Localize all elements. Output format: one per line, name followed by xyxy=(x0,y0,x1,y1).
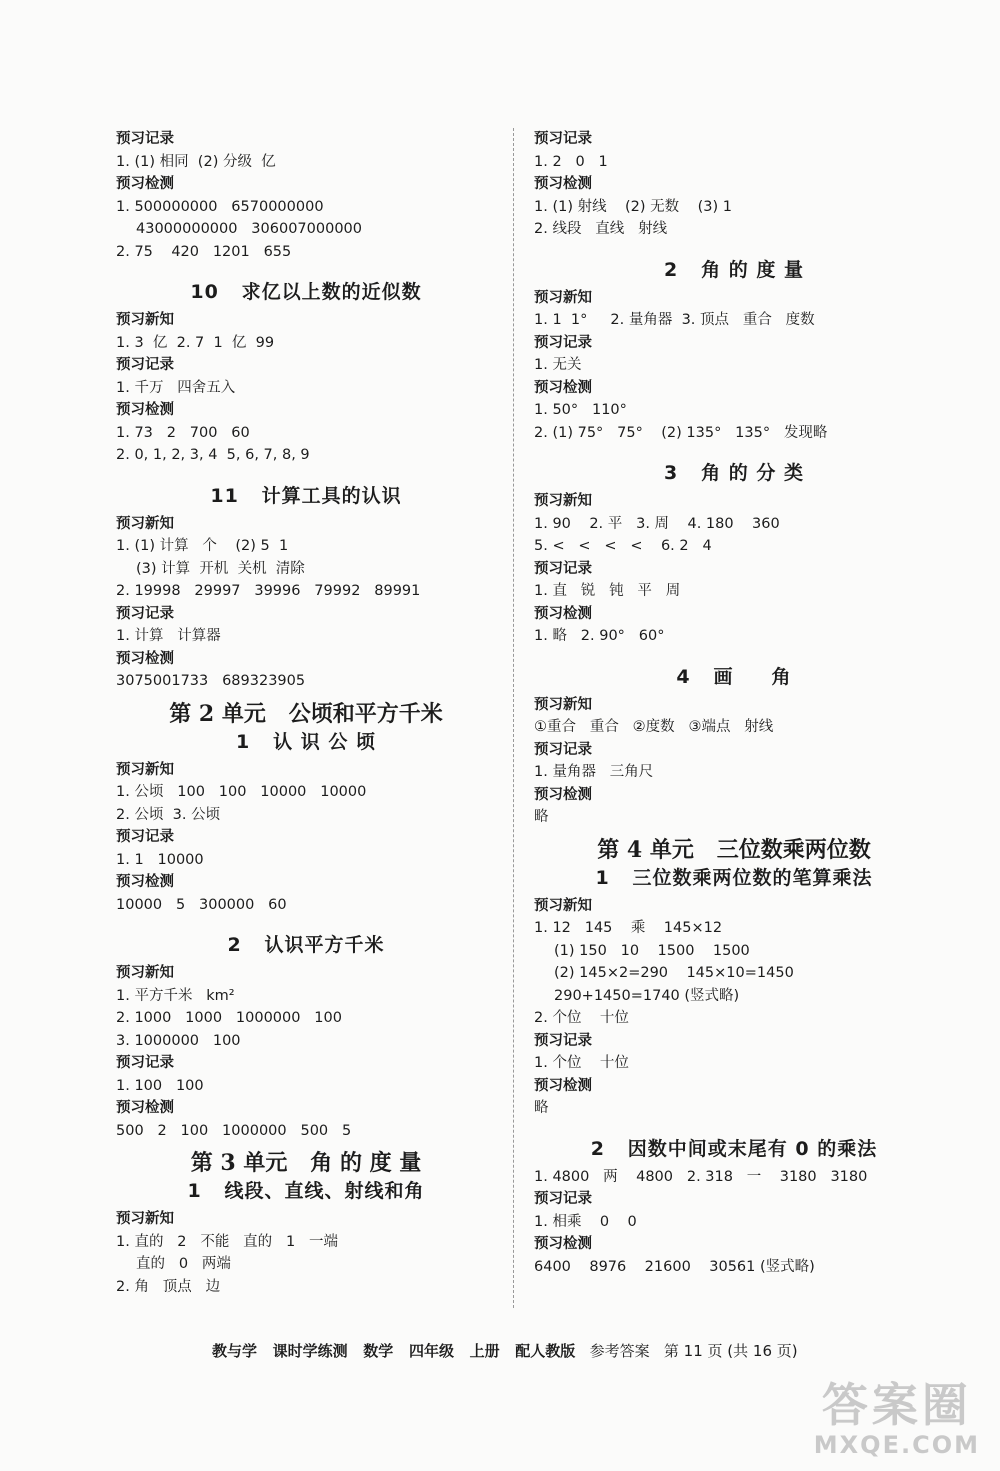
section-label: 预习新知 xyxy=(116,761,174,778)
lesson-title: 11 计算工具的认识 xyxy=(210,484,402,507)
answer-line: 1. 73 2 700 60 xyxy=(116,424,250,441)
section-label: 预习检测 xyxy=(534,1236,592,1252)
lesson-title: 2 认识平方千米 xyxy=(227,934,385,956)
answer-line: 2. 个位 十位 xyxy=(534,1010,629,1026)
answer-line: 1. 100 100 xyxy=(116,1077,204,1094)
footer-page-info: 参考答案 第 11 页 (共 16 页) xyxy=(575,1342,798,1360)
answer-line: 1. 个位 十位 xyxy=(534,1055,629,1071)
answer-line: 1. (1) 计算 个 (2) 5 1 xyxy=(116,538,289,554)
lesson-title: 2 角 的 度 量 xyxy=(664,258,804,281)
answer-line: 1. 计算 计算器 xyxy=(116,628,221,644)
section-label: 预习新知 xyxy=(116,312,174,328)
unit-title: 第 2 单元 公顷和平方千米 xyxy=(169,700,443,727)
unit-title: 第 3 单元 角 的 度 量 xyxy=(190,1150,422,1176)
column-divider xyxy=(513,128,514,1308)
section-label: 预习记录 xyxy=(116,357,174,373)
section-label: 预习检测 xyxy=(116,1100,174,1116)
watermark xyxy=(814,1379,980,1459)
answer-line: 2. 线段 直线 射线 xyxy=(534,221,668,237)
answer-line: 2. 0, 1, 2, 3, 4 5, 6, 7, 8, 9 xyxy=(116,447,310,463)
lesson-title: 1 线段、直线、射线和角 xyxy=(187,1180,425,1202)
lesson-title: 1 认 识 公 顷 xyxy=(236,730,376,753)
section-label: 预习记录 xyxy=(116,605,174,622)
section-label: 预习检测 xyxy=(116,650,174,667)
lesson-title: 3 角 的 分 类 xyxy=(664,462,804,484)
answer-line: 1. 90 2. 平 3. 周 4. 180 360 xyxy=(534,515,780,532)
section-label: 预习新知 xyxy=(534,289,592,306)
answer-line: 1. 平方千米 km² xyxy=(116,987,235,1004)
answer-line-indented: (2) 145×2=290 145×10=1450 xyxy=(554,965,794,981)
answer-line-indented: 290+1450=1740 (竖式略) xyxy=(554,987,740,1004)
answer-line: 3. 1000000 100 xyxy=(116,1032,241,1049)
answer-line-indented: (3) 计算 开机 关机 清除 xyxy=(136,560,305,577)
answer-line: 1. (1) 射线 (2) 无数 (3) 1 xyxy=(534,198,732,215)
answer-line: 1. 12 145 乘 145×12 xyxy=(534,920,723,936)
answer-line: 1. 2 0 1 xyxy=(534,153,608,170)
answer-line: 1. 相乘 0 0 xyxy=(534,1213,637,1230)
answer-line: 6400 8976 21600 30561 (竖式略) xyxy=(534,1258,815,1275)
watermark-logo-text: 答案圈 xyxy=(821,1378,972,1432)
answer-line: 1. 略 2. 90° 60° xyxy=(534,628,665,644)
answer-line: 1. 1 10000 xyxy=(116,851,204,868)
answer-line: 2. 19998 29997 39996 79992 89991 xyxy=(116,583,421,599)
unit-title: 第 4 单元 三位数乘两位数 xyxy=(597,836,871,863)
section-label: 预习记录 xyxy=(116,1055,174,1071)
lesson-title: 2 因数中间或末尾有 0 的乘法 xyxy=(590,1137,878,1160)
answer-line: 略 xyxy=(534,809,549,825)
answer-line: 1. (1) 相同 (2) 分级 亿 xyxy=(116,153,276,170)
section-label: 预习新知 xyxy=(534,696,592,713)
answer-line: 10000 5 300000 60 xyxy=(116,896,287,913)
section-label: 预习记录 xyxy=(534,334,592,351)
answer-line: 1. 无关 xyxy=(534,357,582,373)
section-label: 预习新知 xyxy=(116,515,174,532)
section-label: 预习记录 xyxy=(116,131,174,147)
watermark-url: MXQE.COM xyxy=(813,1431,980,1459)
answer-line: 2. 75 420 1201 655 xyxy=(116,243,292,260)
answer-line-indented: 直的 0 两端 xyxy=(136,1256,231,1272)
answer-line: 1. 千万 四舍五入 xyxy=(116,379,236,396)
answer-line: 5. < < < < 6. 2 4 xyxy=(534,538,712,554)
answer-line: 1. 直 锐 钝 平 周 xyxy=(534,583,681,599)
section-label: 预习检测 xyxy=(116,176,174,192)
page-footer xyxy=(0,1322,1000,1361)
section-label: 预习检测 xyxy=(534,1077,592,1094)
answer-line: 1. 500000000 6570000000 xyxy=(116,198,324,215)
answer-line: 2. 1000 1000 1000000 100 xyxy=(116,1010,342,1026)
section-label: 预习记录 xyxy=(534,1032,592,1049)
answer-line: 2. (1) 75° 75° (2) 135° 135° 发现略 xyxy=(534,424,828,441)
answer-line: 1. 公顷 100 100 10000 10000 xyxy=(116,784,367,800)
answer-line: 略 xyxy=(534,1100,549,1116)
section-label: 预习新知 xyxy=(116,965,174,981)
answer-line: ①重合 重合 ②度数 ③端点 射线 xyxy=(534,719,774,735)
section-label: 预习记录 xyxy=(534,560,592,577)
left-column xyxy=(116,128,496,1298)
right-column xyxy=(534,128,934,1278)
section-label: 预习新知 xyxy=(534,897,592,914)
answer-line: 2. 角 顶点 边 xyxy=(116,1278,221,1295)
answer-line: 1. 量角器 三角尺 xyxy=(534,764,654,780)
lesson-title: 1 三位数乘两位数的笔算乘法 xyxy=(595,866,873,889)
section-label: 预习检测 xyxy=(534,176,592,192)
section-label: 预习检测 xyxy=(534,379,592,396)
lesson-title: 10 求亿以上数的近似数 xyxy=(190,281,422,303)
answer-line-indented: 43000000000 306007000000 xyxy=(136,221,363,237)
footer-book-title: 教与学 课时学练测 数学 四年级 上册 配人教版 xyxy=(211,1342,576,1360)
section-label: 预习检测 xyxy=(116,402,174,418)
section-label: 预习检测 xyxy=(534,605,592,622)
answer-line: 1. 3 亿 2. 7 1 亿 99 xyxy=(116,334,275,351)
section-label: 预习检测 xyxy=(116,874,174,890)
answer-line: 500 2 100 1000000 500 5 xyxy=(116,1122,352,1139)
section-label: 预习记录 xyxy=(534,131,592,147)
answer-line: 1. 50° 110° xyxy=(534,402,627,418)
answer-line: 1. 直的 2 不能 直的 1 一端 xyxy=(116,1233,339,1250)
lesson-title: 4 画 角 xyxy=(676,665,792,688)
section-label: 预习新知 xyxy=(534,493,592,509)
answer-line: 1. 1 1° 2. 量角器 3. 顶点 重合 度数 xyxy=(534,312,815,328)
section-label: 预习记录 xyxy=(116,829,174,845)
section-label: 预习记录 xyxy=(534,741,592,758)
answer-line: 3075001733 689323905 xyxy=(116,673,306,689)
answer-line-indented: (1) 150 10 1500 1500 xyxy=(554,942,750,959)
answer-line: 2. 公顷 3. 公顷 xyxy=(116,806,221,823)
section-label: 预习记录 xyxy=(534,1191,592,1207)
section-label: 预习新知 xyxy=(116,1211,174,1227)
section-label: 预习检测 xyxy=(534,786,592,803)
answer-line: 1. 4800 两 4800 2. 318 一 3180 3180 xyxy=(534,1168,868,1185)
